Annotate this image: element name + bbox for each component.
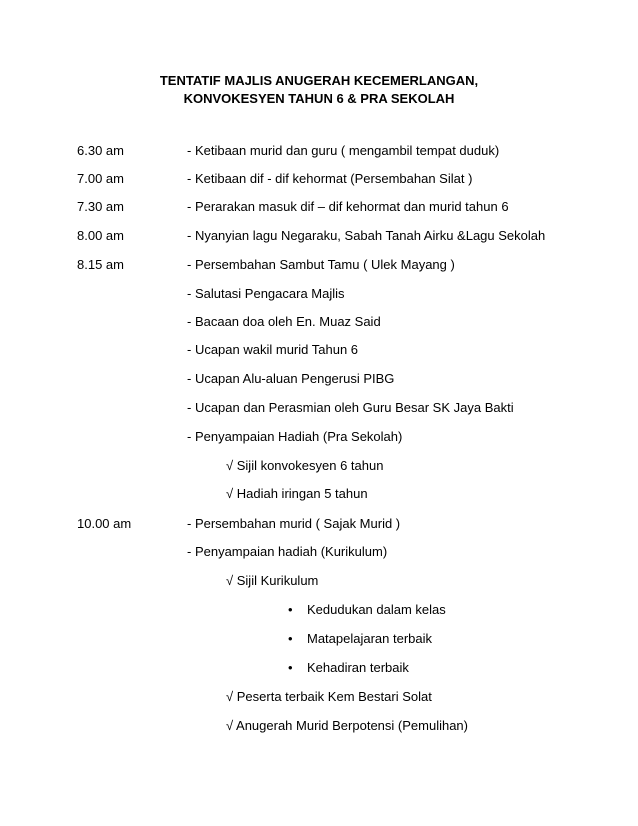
- schedule-time: 6.30 am: [77, 143, 124, 158]
- schedule-activity: - Ucapan dan Perasmian oleh Guru Besar SK Jaya Bakti: [187, 400, 514, 415]
- schedule-row: [0, 170, 638, 188]
- schedule-activity: - Ucapan wakil murid Tahun 6: [187, 342, 359, 357]
- schedule-time: 8.00 am: [77, 228, 124, 243]
- schedule-time: 10.00 am: [77, 516, 132, 531]
- checkmark-item: √ Anugerah Murid Berpotensi (Pemulihan): [226, 718, 468, 733]
- schedule-activity: - Ketibaan dif - dif kehormat (Persembahan Silat ): [187, 171, 473, 186]
- bullet-row: [0, 601, 638, 619]
- schedule-activity: - Salutasi Pengacara Majlis: [187, 286, 345, 301]
- schedule-activity: - Persembahan Sambut Tamu ( Ulek Mayang ): [187, 257, 455, 272]
- schedule-row: [0, 428, 638, 446]
- schedule-activity: - Ucapan Alu-aluan Pengerusi PIBG: [187, 371, 395, 386]
- schedule-time: 8.15 am: [77, 257, 124, 272]
- bullet-icon: •: [288, 631, 293, 646]
- schedule-row: [0, 198, 638, 216]
- bullet-icon: •: [288, 660, 293, 675]
- schedule-row: [0, 313, 638, 331]
- document-title-line2: KONVOKESYEN TAHUN 6 & PRA SEKOLAH: [183, 91, 455, 106]
- schedule-time: 7.00 am: [77, 171, 124, 186]
- sub-item-row: [0, 688, 638, 706]
- sub-item-row: [0, 717, 638, 735]
- bullet-item: Kehadiran terbaik: [307, 660, 409, 675]
- document-title-line1: TENTATIF MAJLIS ANUGERAH KECEMERLANGAN,: [159, 73, 479, 88]
- bullet-row: [0, 630, 638, 648]
- bullet-item: Kedudukan dalam kelas: [307, 602, 446, 617]
- schedule-time: 7.30 am: [77, 199, 124, 214]
- schedule-row: [0, 227, 638, 245]
- schedule-row: [0, 341, 638, 359]
- bullet-item: Matapelajaran terbaik: [307, 631, 433, 646]
- schedule-activity: - Perarakan masuk dif – dif kehormat dan murid tahun 6: [187, 199, 509, 214]
- schedule-row: [0, 285, 638, 303]
- schedule-activity: - Nyanyian lagu Negaraku, Sabah Tanah Airku &Lagu Sekolah: [187, 228, 546, 243]
- checkmark-item: √ Peserta terbaik Kem Bestari Solat: [226, 689, 432, 704]
- sub-item-row: [0, 572, 638, 590]
- sub-item-row: [0, 457, 638, 475]
- schedule-row: [0, 399, 638, 417]
- schedule-row: [0, 515, 638, 533]
- schedule-activity: - Bacaan doa oleh En. Muaz Said: [187, 314, 381, 329]
- schedule-activity: - Penyampaian hadiah (Kurikulum): [187, 544, 388, 559]
- bullet-row: [0, 659, 638, 677]
- schedule-row: [0, 370, 638, 388]
- checkmark-item: √ Sijil Kurikulum: [226, 573, 319, 588]
- schedule-activity: - Penyampaian Hadiah (Pra Sekolah): [187, 429, 403, 444]
- checkmark-item: √ Hadiah iringan 5 tahun: [226, 486, 368, 501]
- schedule-row: [0, 256, 638, 274]
- sub-item-row: [0, 485, 638, 503]
- bullet-icon: •: [288, 602, 293, 617]
- schedule-row: [0, 142, 638, 160]
- checkmark-item: √ Sijil konvokesyen 6 tahun: [226, 458, 384, 473]
- schedule-row: [0, 543, 638, 561]
- schedule-activity: - Persembahan murid ( Sajak Murid ): [187, 516, 401, 531]
- schedule-activity: - Ketibaan murid dan guru ( mengambil tempat duduk): [187, 143, 500, 158]
